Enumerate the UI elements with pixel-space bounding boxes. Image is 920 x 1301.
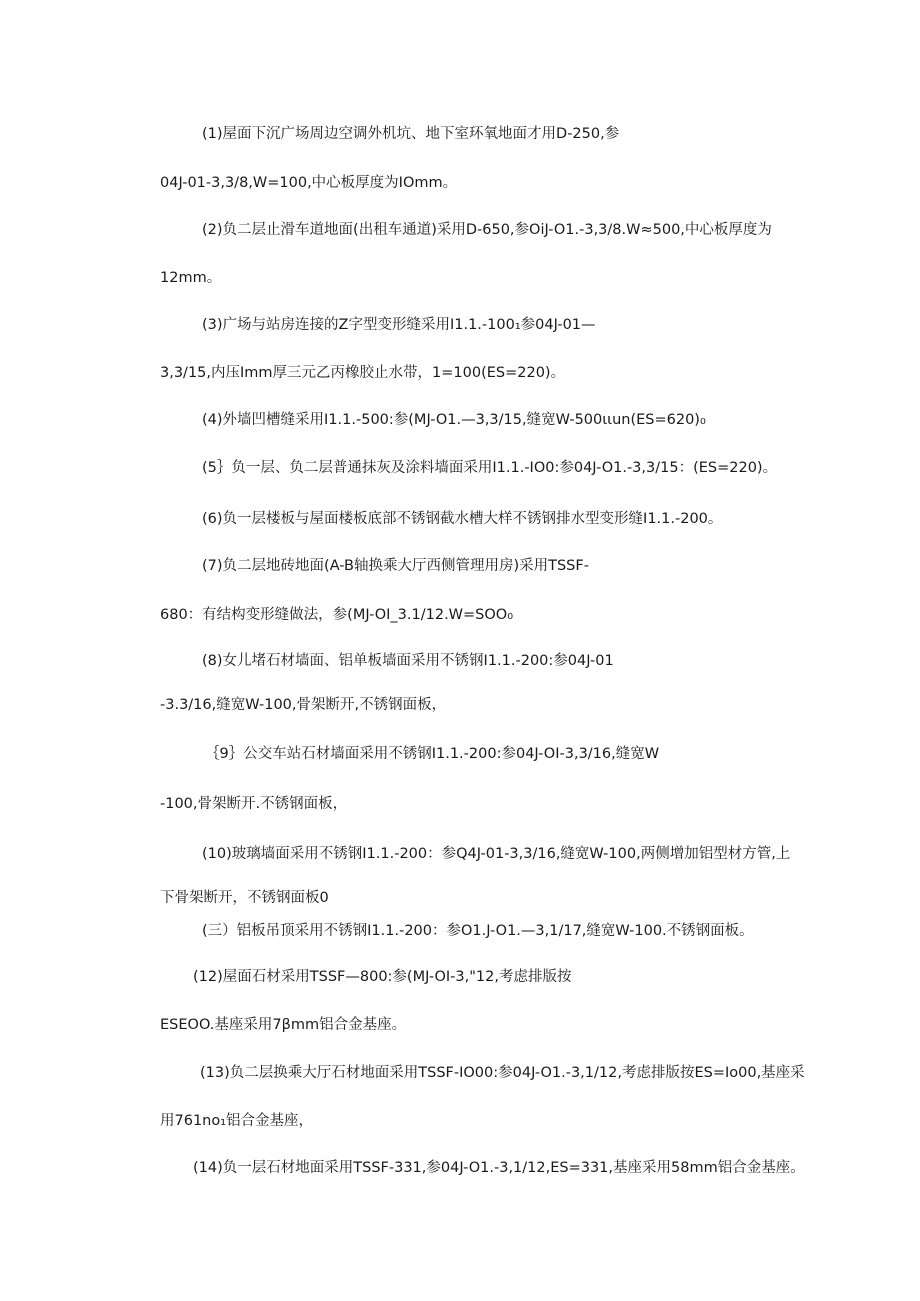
paragraph-line: -100,骨架断开.不锈钢面板，: [160, 796, 348, 812]
paragraph-line: 04J-01-3,3/8,W=100,中心板厚度为IOmm。: [160, 175, 458, 191]
paragraph-line: 用761no₁铝合金基座，: [160, 1113, 314, 1129]
paragraph-line: (10)玻璃墙面采用不锈钢I1.1.-200：参Q4J-01-3,3/16,缝宽W-100,两侧增加铝型材方管,上: [202, 846, 791, 862]
paragraph-line: (14)负一层石材地面采用TSSF-331,参04J-O1.-3,1/12,ES=331,基座采用58mm铝合金基座。: [193, 1160, 805, 1176]
paragraph-line: (1)屋面下沉广场周边空调外机坑、地下室环氧地面才用D-250,参: [202, 126, 620, 142]
paragraph-line: (2)负二层止滑车道地面(出租车通道)采用D-650,参OiJ-O1.-3,3/8.W≈500,中心板厚度为: [202, 222, 772, 238]
paragraph-line: 680：有结构变形缝做法，参(MJ-OI_3.1∕12.W=SOO₀: [160, 607, 514, 623]
paragraph-line: 12mm。: [160, 270, 222, 286]
paragraph-line: (6)负一层楼板与屋面楼板底部不锈钢截水槽大样不锈钢排水型变形缝I1.1.-200。: [202, 511, 723, 527]
paragraph-line: ｛9｝公交车站石材墙面采用不锈钢I1.1.-200:参04J-OI-3,3/16,缝宽W: [205, 746, 660, 762]
paragraph-line: (3)广场与站房连接的Z字型变形缝采用I1.1.-100₁参04J-01—: [202, 317, 596, 333]
paragraph-line: 3,3/15,内压Imm厚三元乙丙橡胶止水带，1=100(ES=220)。: [160, 365, 566, 381]
paragraph-line: (7)负二层地砖地面(A-B轴换乘大厅西侧管理用房)采用TSSF-: [202, 558, 589, 574]
paragraph-line: (5｝负一层、负二层普通抹灰及涂料墙面采用I1.1.-IO0:参04J-O1.-3,3/15：(ES=220)。: [202, 460, 778, 476]
paragraph-line: (12)屋面石材采用TSSF—800:参(MJ-OI-3,"12,考虑排版按: [193, 969, 572, 985]
paragraph-line: ESEOO.基座采用7βmm铝合金基座。: [160, 1017, 407, 1033]
paragraph-line: (三）铝板吊顶采用不锈钢I1.1.-200：参O1.J-O1.—3,1/17,缝宽W-100.不锈钢面板。: [202, 923, 754, 939]
paragraph-line: 下骨架断开，不锈钢面板0: [160, 890, 329, 906]
paragraph-line: (13)负二层换乘大厅石材地面采用TSSF-IO00:参04J-O1.-3,1/12,考虑排版按ES=Io00,基座采: [200, 1065, 805, 1081]
paragraph-line: -3.3/16,缝宽W-100,骨架断开,不锈钢面板，: [160, 697, 447, 713]
paragraph-line: (4)外墙凹槽缝采用I1.1.-500:参(MJ-O1.—3,3/15,缝宽W-500ιιun(ES=620)₀: [202, 412, 706, 428]
paragraph-line: (8)女儿堵石材墙面、铝单板墙面采用不锈钢I1.1.-200:参04J-01: [202, 653, 614, 669]
